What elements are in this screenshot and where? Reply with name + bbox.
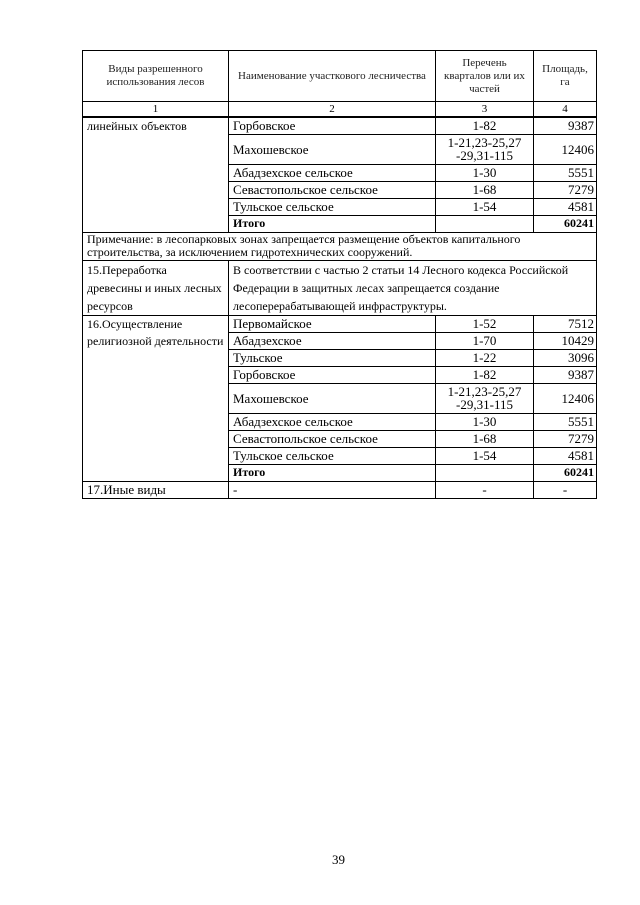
forestry-name: Горбовское [229,366,436,383]
header-col3: Перечень кварталов или их частей [436,51,534,102]
forestry-name: Тульское [229,349,436,366]
empty-cell [436,215,534,232]
area: 5551 [534,413,597,430]
forestry-name: - [229,481,436,498]
col-number: 1 [83,102,229,118]
quarters: 1-30 [436,164,534,181]
area: 4581 [534,447,597,464]
quarters: 1-70 [436,332,534,349]
area: 12406 [534,383,597,413]
total-value: 60241 [534,464,597,481]
block15-text: В соответствии с частью 2 статьи 14 Лесного кодекса Российской Федерации в защитных лесах запрещается создание лесоперерабатывающей инфраструктуры. [229,260,597,315]
forestry-name: Горбовское [229,117,436,134]
total-value: 60241 [534,215,597,232]
table-row [83,315,597,332]
use-type-label: 17.Иные виды [83,481,229,498]
table-row [83,117,597,134]
quarters: 1-21,23-25,27 -29,31-115 [436,383,534,413]
quarters: 1-54 [436,447,534,464]
forestry-name: Севастопольское сельское [229,430,436,447]
forestry-name: Махошевское [229,383,436,413]
forestry-name: Махошевское [229,134,436,164]
header-col1: Виды разрешенного использования лесов [83,51,229,102]
area: 7279 [534,430,597,447]
table-row [83,481,597,498]
forest-use-table [82,50,597,499]
column-number-row [83,102,597,118]
quarters: 1-21,23-25,27 -29,31-115 [436,134,534,164]
header-col2: Наименование участкового лесничества [229,51,436,102]
table-row [83,260,597,315]
area: 7512 [534,315,597,332]
area: 4581 [534,198,597,215]
header-row [83,51,597,102]
forestry-name: Севастопольское сельское [229,181,436,198]
page-number: 39 [332,852,345,867]
forestry-name: Тульское сельское [229,447,436,464]
forestry-name: Абадзехское [229,332,436,349]
forestry-name: Абадзехское сельское [229,413,436,430]
quarters: 1-68 [436,181,534,198]
area: 10429 [534,332,597,349]
use-type-label: 15.Переработка древесины и иных лесных ресурсов [83,260,229,315]
quarters: 1-82 [436,366,534,383]
quarters: 1-82 [436,117,534,134]
quarters: 1-54 [436,198,534,215]
note-text: Примечание: в лесопарковых зонах запрещается размещение объектов капитального строительства, за исключением гидротехнических сооружений. [83,232,597,260]
use-type-label: 16.Осуществление религиозной деятельности [83,315,229,481]
area: 5551 [534,164,597,181]
quarters: 1-22 [436,349,534,366]
area: 9387 [534,117,597,134]
note-row [83,232,597,260]
header-col4: Площадь, га [534,51,597,102]
area: 9387 [534,366,597,383]
area: - [534,481,597,498]
quarters: 1-68 [436,430,534,447]
col-number: 4 [534,102,597,118]
use-type-label: линейных объектов [83,117,229,232]
empty-cell [436,464,534,481]
col-number: 2 [229,102,436,118]
total-label: Итого [229,464,436,481]
area: 3096 [534,349,597,366]
forestry-name: Тульское сельское [229,198,436,215]
area: 12406 [534,134,597,164]
forestry-name: Абадзехское сельское [229,164,436,181]
forestry-name: Первомайское [229,315,436,332]
col-number: 3 [436,102,534,118]
quarters: - [436,481,534,498]
quarters: 1-52 [436,315,534,332]
total-label: Итого [229,215,436,232]
area: 7279 [534,181,597,198]
quarters: 1-30 [436,413,534,430]
